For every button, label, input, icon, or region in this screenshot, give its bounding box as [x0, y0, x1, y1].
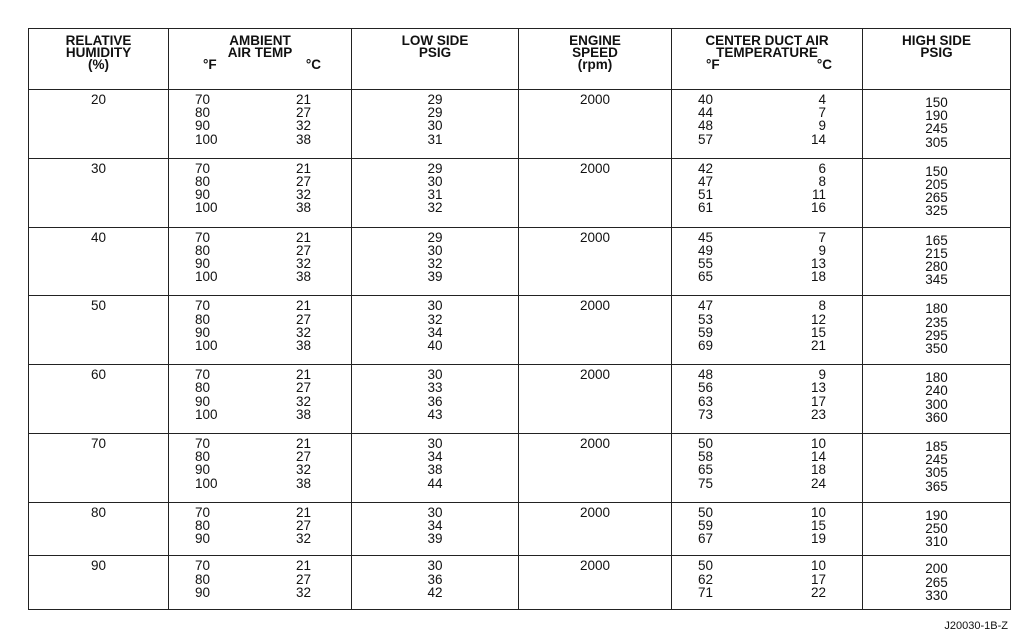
low-side-value: 43	[427, 406, 443, 422]
high-side-value: 365	[925, 478, 948, 494]
duct-f-value: 57	[698, 131, 714, 147]
table-row	[29, 502, 1011, 556]
ambient-temp-cell	[169, 158, 352, 227]
ambient-c-value: 32	[295, 118, 311, 134]
header-ambient-air-temp: AMBIENT AIR TEMP °F °C	[169, 29, 352, 90]
ambient-c-value: 27	[295, 571, 311, 587]
duct-f-value: 51	[698, 187, 714, 203]
engine-speed-cell	[519, 502, 672, 556]
duct-c-value: 11	[811, 187, 826, 203]
duct-f-value: 62	[698, 571, 714, 587]
low-side-value: 30	[427, 435, 443, 451]
humidity-cell	[29, 296, 169, 365]
ambient-f-value: 100	[195, 337, 218, 353]
duct-c-value: 14	[810, 131, 826, 147]
low-side-value: 30	[427, 558, 443, 574]
duct-f-value: 56	[698, 380, 714, 396]
duct-f-value: 55	[698, 255, 714, 271]
low-side-value: 42	[427, 584, 443, 600]
duct-c-value: 21	[810, 337, 826, 353]
engine-speed-value: 2000	[579, 298, 611, 314]
duct-c-value: 9	[818, 242, 826, 258]
humidity-cell	[29, 158, 169, 227]
duct-temp-cell	[672, 158, 863, 227]
ambient-f-value: 90	[195, 255, 211, 271]
high-side-value: 350	[925, 340, 948, 356]
header-low-side-psig: LOW SIDE PSIG	[352, 29, 519, 90]
header-high-side-psig: HIGH SIDE PSIG	[863, 29, 1011, 90]
low-side-cell	[352, 502, 519, 556]
duct-f-value: 48	[698, 118, 714, 134]
table-row	[29, 556, 1011, 610]
high-side-value: 295	[925, 327, 948, 343]
ambient-c-value: 27	[295, 105, 311, 121]
header-duct-f: °F	[706, 57, 720, 72]
ambient-f-value: 70	[195, 558, 211, 574]
duct-c-value: 23	[810, 406, 826, 422]
engine-speed-cell	[519, 227, 672, 296]
duct-f-value: 53	[698, 311, 714, 327]
engine-speed-cell	[519, 90, 672, 159]
ambient-f-value: 100	[195, 200, 218, 216]
duct-c-value: 7	[818, 105, 826, 121]
low-side-value: 36	[427, 571, 443, 587]
high-side-value: 190	[925, 108, 948, 124]
duct-c-value: 18	[810, 269, 826, 285]
duct-c-value: 10	[810, 504, 826, 520]
ambient-c-value: 32	[295, 255, 311, 271]
ambient-c-value: 27	[295, 449, 311, 465]
high-side-value: 360	[925, 409, 948, 425]
ambient-f-value: 80	[195, 105, 211, 121]
engine-speed-cell	[519, 158, 672, 227]
low-side-cell	[352, 90, 519, 159]
low-side-value: 38	[427, 462, 443, 478]
low-side-value: 39	[427, 531, 443, 547]
duct-f-value: 50	[698, 435, 714, 451]
duct-c-value: 8	[818, 173, 826, 189]
ambient-f-value: 70	[195, 435, 211, 451]
duct-c-value: 16	[810, 200, 826, 216]
high-side-value: 215	[925, 245, 948, 261]
engine-speed-cell	[519, 433, 672, 502]
ambient-f-value: 80	[195, 311, 211, 327]
low-side-value: 34	[427, 517, 443, 533]
ambient-f-value: 80	[195, 571, 211, 587]
high-side-value: 240	[925, 383, 948, 399]
ambient-c-value: 38	[295, 269, 311, 285]
ambient-f-value: 70	[195, 229, 211, 245]
header-row	[29, 29, 1011, 90]
duct-c-value: 15	[810, 517, 826, 533]
high-side-value: 330	[925, 587, 948, 603]
low-side-value: 32	[427, 255, 443, 271]
duct-f-value: 63	[698, 393, 714, 409]
duct-f-value: 61	[698, 200, 714, 216]
ambient-f-value: 90	[195, 393, 211, 409]
duct-c-value: 24	[810, 475, 826, 491]
table-row	[29, 227, 1011, 296]
low-side-value: 30	[427, 242, 443, 258]
ambient-f-value: 90	[195, 324, 211, 340]
high-side-value: 190	[925, 507, 948, 523]
duct-f-value: 73	[698, 406, 714, 422]
duct-temp-cell	[672, 556, 863, 610]
high-side-value: 150	[925, 163, 948, 179]
ambient-c-value: 32	[295, 393, 311, 409]
high-side-value: 200	[925, 561, 948, 577]
ambient-f-value: 70	[195, 504, 211, 520]
ambient-c-value: 27	[295, 173, 311, 189]
duct-temp-cell	[672, 433, 863, 502]
engine-speed-value: 2000	[579, 160, 611, 176]
duct-f-value: 49	[698, 242, 714, 258]
ambient-temp-cell	[169, 433, 352, 502]
ambient-f-value: 90	[195, 118, 211, 134]
low-side-value: 30	[427, 504, 443, 520]
low-side-value: 40	[427, 337, 443, 353]
low-side-cell	[352, 296, 519, 365]
duct-c-value: 10	[810, 435, 826, 451]
low-side-value: 29	[427, 92, 443, 107]
ambient-f-value: 70	[195, 367, 211, 383]
humidity-value: 30	[90, 160, 107, 176]
low-side-cell	[352, 158, 519, 227]
ambient-f-value: 70	[195, 160, 211, 176]
ambient-c-value: 21	[295, 92, 311, 107]
low-side-value: 29	[427, 160, 443, 176]
engine-speed-value: 2000	[579, 367, 611, 383]
ambient-c-value: 38	[295, 200, 311, 216]
duct-temp-cell	[672, 227, 863, 296]
duct-temp-cell	[672, 90, 863, 159]
high-side-cell	[863, 158, 1011, 227]
duct-f-value: 45	[698, 229, 714, 245]
high-side-cell	[863, 90, 1011, 159]
ambient-c-value: 32	[295, 584, 311, 600]
high-side-value: 265	[925, 190, 948, 206]
high-side-value: 310	[925, 534, 948, 550]
high-side-value: 245	[925, 452, 948, 468]
low-side-cell	[352, 365, 519, 434]
ambient-c-value: 21	[295, 160, 311, 176]
high-side-value: 325	[925, 203, 948, 219]
duct-f-value: 67	[698, 531, 714, 547]
duct-c-value: 19	[810, 531, 826, 547]
ambient-c-value: 27	[295, 311, 311, 327]
table-row	[29, 90, 1011, 159]
duct-c-value: 7	[818, 229, 826, 245]
low-side-value: 31	[427, 187, 443, 203]
ambient-f-value: 100	[195, 269, 218, 285]
humidity-value: 20	[90, 92, 107, 107]
duct-f-value: 65	[698, 269, 714, 285]
humidity-value: 70	[90, 435, 107, 451]
low-side-cell	[352, 556, 519, 610]
table-row	[29, 365, 1011, 434]
ambient-temp-cell	[169, 556, 352, 610]
duct-f-value: 42	[698, 160, 714, 176]
engine-speed-cell	[519, 556, 672, 610]
header-relative-humidity: RELATIVE HUMIDITY (%)	[29, 29, 169, 90]
ambient-temp-cell	[169, 502, 352, 556]
high-side-cell	[863, 296, 1011, 365]
low-side-value: 39	[427, 269, 443, 285]
duct-c-value: 13	[810, 255, 826, 271]
engine-speed-cell	[519, 365, 672, 434]
ambient-c-value: 27	[295, 380, 311, 396]
ambient-temp-cell	[169, 365, 352, 434]
high-side-value: 345	[925, 272, 948, 288]
ambient-c-value: 21	[295, 435, 311, 451]
ambient-c-value: 32	[295, 324, 311, 340]
duct-temp-cell	[672, 365, 863, 434]
header-center-duct-air-temp: CENTER DUCT AIR TEMPERATURE °F °C	[672, 29, 863, 90]
engine-speed-cell	[519, 296, 672, 365]
ambient-c-value: 38	[295, 337, 311, 353]
table-row	[29, 158, 1011, 227]
humidity-value: 40	[90, 229, 107, 245]
low-side-value: 29	[427, 105, 443, 121]
high-side-value: 180	[925, 301, 948, 317]
high-side-value: 235	[925, 314, 948, 330]
humidity-value: 60	[90, 367, 107, 383]
duct-f-value: 71	[698, 584, 714, 600]
low-side-value: 30	[427, 367, 443, 383]
ambient-c-value: 38	[295, 131, 311, 147]
table-row	[29, 433, 1011, 502]
low-side-value: 31	[427, 131, 443, 147]
ambient-f-value: 80	[195, 380, 211, 396]
high-side-value: 180	[925, 370, 948, 386]
low-side-value: 29	[427, 229, 443, 245]
ambient-c-value: 27	[295, 242, 311, 258]
ambient-c-value: 32	[295, 531, 311, 547]
duct-f-value: 48	[698, 367, 714, 383]
humidity-cell	[29, 433, 169, 502]
table-row	[29, 296, 1011, 365]
low-side-value: 34	[427, 449, 443, 465]
duct-f-value: 59	[698, 324, 714, 340]
header-ambient-f: °F	[203, 57, 217, 72]
duct-c-value: 17	[810, 393, 826, 409]
high-side-value: 165	[925, 232, 948, 248]
ambient-f-value: 70	[195, 92, 211, 107]
header-engine-speed: ENGINE SPEED (rpm)	[519, 29, 672, 90]
ambient-c-value: 27	[295, 517, 311, 533]
duct-c-value: 15	[810, 324, 826, 340]
ac-performance-table	[28, 28, 1011, 610]
ambient-c-value: 21	[295, 558, 311, 574]
engine-speed-value: 2000	[579, 92, 611, 107]
duct-c-value: 9	[818, 367, 826, 383]
duct-c-value: 13	[810, 380, 826, 396]
ambient-f-value: 100	[195, 475, 218, 491]
high-side-cell	[863, 433, 1011, 502]
duct-c-value: 9	[818, 118, 826, 134]
high-side-value: 305	[925, 465, 948, 481]
ambient-f-value: 90	[195, 462, 211, 478]
high-side-value: 265	[925, 574, 948, 590]
high-side-value: 250	[925, 520, 948, 536]
high-side-value: 245	[925, 121, 948, 137]
humidity-value: 90	[90, 558, 107, 574]
duct-f-value: 69	[698, 337, 714, 353]
header-duct-c: °C	[816, 57, 832, 72]
high-side-cell	[863, 502, 1011, 556]
low-side-value: 30	[427, 173, 443, 189]
ambient-f-value: 100	[195, 131, 218, 147]
duct-f-value: 75	[698, 475, 714, 491]
duct-f-value: 44	[698, 105, 714, 121]
humidity-cell	[29, 365, 169, 434]
low-side-value: 32	[427, 200, 443, 216]
low-side-value: 32	[427, 311, 443, 327]
low-side-value: 36	[427, 393, 443, 409]
high-side-cell	[863, 227, 1011, 296]
duct-f-value: 47	[698, 173, 714, 189]
ambient-f-value: 90	[195, 531, 211, 547]
high-side-cell	[863, 556, 1011, 610]
duct-f-value: 65	[698, 462, 714, 478]
duct-c-value: 8	[818, 298, 826, 314]
high-side-value: 305	[925, 134, 948, 150]
duct-f-value: 50	[698, 558, 714, 574]
table-body	[29, 90, 1011, 610]
duct-c-value: 17	[810, 571, 826, 587]
ambient-f-value: 80	[195, 242, 211, 258]
ambient-f-value: 90	[195, 584, 211, 600]
low-side-value: 30	[427, 298, 443, 314]
engine-speed-value: 2000	[579, 504, 611, 520]
duct-c-value: 4	[818, 92, 826, 107]
high-side-value: 185	[925, 438, 948, 454]
ambient-f-value: 80	[195, 173, 211, 189]
engine-speed-value: 2000	[579, 229, 611, 245]
ambient-c-value: 21	[295, 229, 311, 245]
duct-temp-cell	[672, 296, 863, 365]
ambient-temp-cell	[169, 296, 352, 365]
duct-c-value: 22	[810, 584, 826, 600]
high-side-value: 150	[925, 95, 948, 110]
humidity-value: 80	[90, 504, 107, 520]
ambient-f-value: 80	[195, 517, 211, 533]
ambient-c-value: 32	[295, 462, 311, 478]
ambient-f-value: 80	[195, 449, 211, 465]
ambient-f-value: 90	[195, 187, 211, 203]
engine-speed-value: 2000	[579, 558, 611, 574]
duct-c-value: 10	[810, 558, 826, 574]
ambient-temp-cell	[169, 90, 352, 159]
duct-c-value: 12	[810, 311, 826, 327]
ambient-c-value: 38	[295, 406, 311, 422]
duct-c-value: 18	[810, 462, 826, 478]
header-ambient-c: °C	[305, 57, 321, 72]
ambient-c-value: 38	[295, 475, 311, 491]
high-side-cell	[863, 365, 1011, 434]
duct-c-value: 6	[818, 160, 826, 176]
ambient-temp-cell	[169, 227, 352, 296]
low-side-value: 33	[427, 380, 443, 396]
engine-speed-value: 2000	[579, 435, 611, 451]
duct-f-value: 47	[698, 298, 714, 314]
duct-temp-cell	[672, 502, 863, 556]
duct-f-value: 58	[698, 449, 714, 465]
humidity-cell	[29, 227, 169, 296]
ambient-c-value: 21	[295, 298, 311, 314]
duct-f-value: 40	[698, 92, 714, 107]
high-side-value: 205	[925, 176, 948, 192]
ambient-c-value: 21	[295, 367, 311, 383]
duct-c-value: 14	[810, 449, 826, 465]
low-side-value: 44	[427, 475, 443, 491]
ambient-c-value: 21	[295, 504, 311, 520]
high-side-value: 280	[925, 258, 948, 274]
ambient-f-value: 70	[195, 298, 211, 314]
humidity-cell	[29, 556, 169, 610]
humidity-cell	[29, 90, 169, 159]
duct-f-value: 50	[698, 504, 714, 520]
low-side-cell	[352, 433, 519, 502]
high-side-value: 300	[925, 396, 948, 412]
duct-f-value: 59	[698, 517, 714, 533]
humidity-value: 50	[90, 298, 107, 314]
figure-id: J20030-1B-Z	[944, 620, 1008, 632]
humidity-cell	[29, 502, 169, 556]
low-side-cell	[352, 227, 519, 296]
ambient-c-value: 32	[295, 187, 311, 203]
ambient-f-value: 100	[195, 406, 218, 422]
low-side-value: 34	[427, 324, 443, 340]
low-side-value: 30	[427, 118, 443, 134]
